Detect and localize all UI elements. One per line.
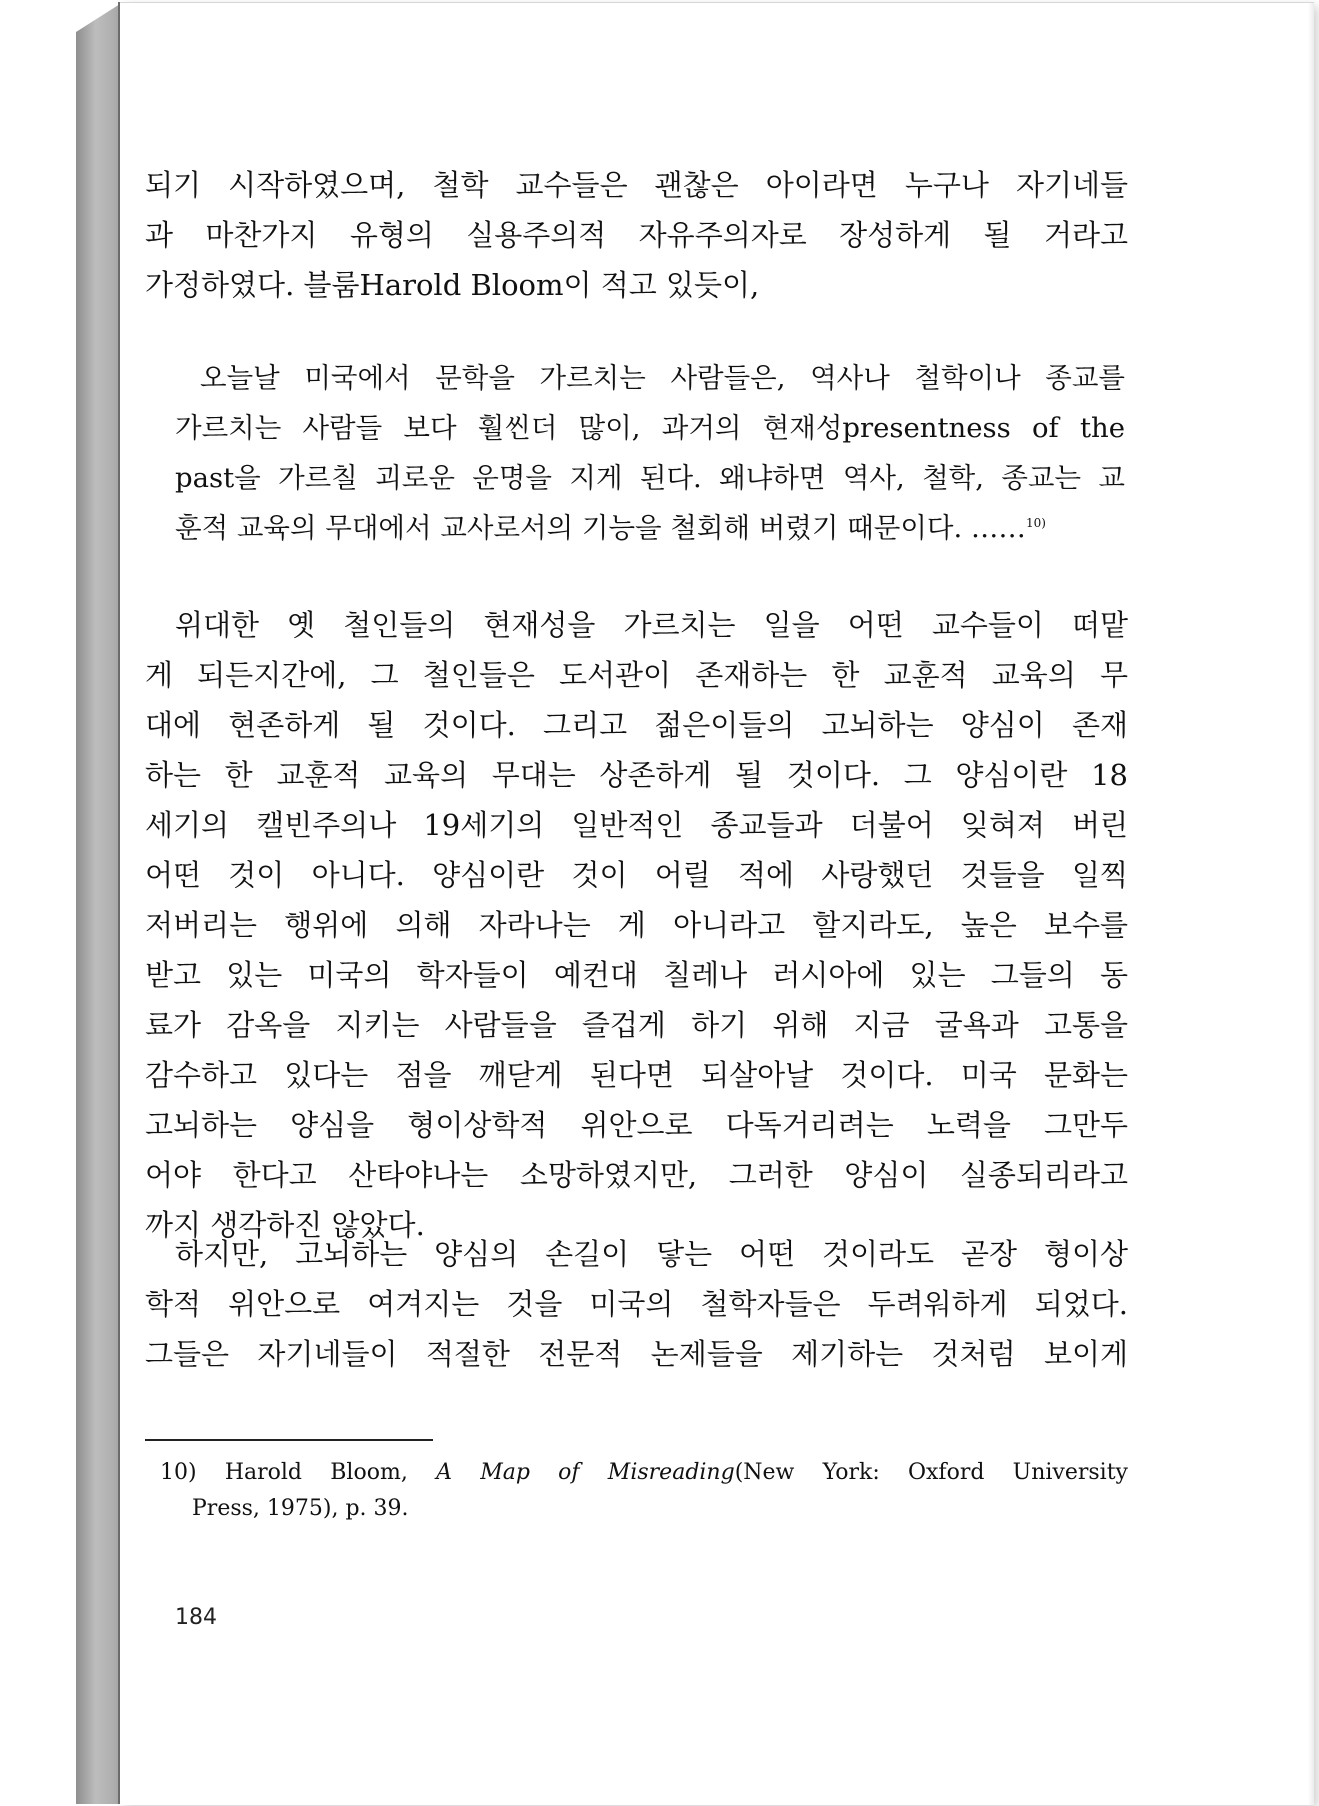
- text-line: 학적 위안으로 여겨지는 것을 미국의 철학자들은 두려워하게 되었다.: [145, 1287, 1128, 1321]
- text-line: 세기의 캘빈주의나 19세기의 일반적인 종교들과 더불어 잊혀져 버린: [145, 808, 1128, 842]
- footnote-title: A Map of Misreading: [436, 1460, 735, 1485]
- paragraph-intro: [145, 160, 1128, 310]
- text-line: 그들은 자기네들이 적절한 전문적 논제들을 제기하는 것처럼 보이게: [145, 1337, 1128, 1371]
- paragraph-main: [145, 600, 1128, 1250]
- page-number: 184: [175, 1605, 217, 1630]
- footnote-line: [160, 1455, 1128, 1491]
- footnote-line: [160, 1491, 1128, 1527]
- text-line: 어떤 것이 아니다. 양심이란 것이 어릴 적에 사랑했던 것들을 일찍: [145, 858, 1128, 892]
- text-line: 어야 한다고 산타야나는 소망하였지만, 그러한 양심이 실종되리라고: [145, 1158, 1128, 1192]
- footnote-reference[interactable]: 10): [1025, 515, 1046, 530]
- footnote-marker: 10): [160, 1460, 197, 1485]
- text-line-content: 하지만, 고뇌하는 양심의 손길이 닿는 어떤 것이라도 곧장 형이상: [175, 1237, 1128, 1271]
- quote-line-text: 훈적 교육의 무대에서 교사로서의 기능을 철회해 버렸기 때문이다. ……: [175, 512, 1026, 544]
- page-edge-shadow: [1308, 3, 1314, 1805]
- text-line: 까지 생각하진 않았다.: [145, 1208, 425, 1242]
- text-line: 저버리는 행위에 의해 자라나는 게 아니라고 할지라도, 높은 보수를: [145, 908, 1128, 942]
- quote-line: [175, 503, 1125, 553]
- paragraph-final: [145, 1229, 1128, 1379]
- text-line: [145, 600, 1128, 650]
- quote-line: 가르치는 사람들 보다 훨씬더 많이, 과거의 현재성presentness of the: [175, 412, 1125, 444]
- text-line: 되기 시작하였으며, 철학 교수들은 괜찮은 아이라면 누구나 자기네들: [145, 168, 1128, 202]
- footnote-rule: [145, 1439, 433, 1441]
- text-line: 가정하였다. 블룸Harold Bloom이 적고 있듯이,: [145, 268, 760, 302]
- text-line: 감수하고 있다는 점을 깨닫게 된다면 되살아날 것이다. 미국 문화는: [145, 1058, 1128, 1092]
- footnote: [160, 1455, 1128, 1527]
- footnote-publication-cont: Press, 1975), p. 39.: [192, 1496, 409, 1521]
- text-line: 과 마찬가지 유형의 실용주의적 자유주의자로 장성하게 될 거라고: [145, 218, 1128, 252]
- quote-line: [175, 353, 1125, 403]
- quote-line-text: 오늘날 미국에서 문학을 가르치는 사람들은, 역사나 철학이나 종교를: [200, 362, 1125, 394]
- quote-line: past을 가르칠 괴로운 운명을 지게 된다. 왜냐하면 역사, 철학, 종교는 교: [175, 462, 1125, 494]
- footnote-publication: (New York: Oxford University: [734, 1460, 1128, 1485]
- text-line: 대에 현존하게 될 것이다. 그리고 젊은이들의 고뇌하는 양심이 존재: [145, 708, 1128, 742]
- text-line: 료가 감옥을 지키는 사람들을 즐겁게 하기 위해 지금 굴욕과 고통을: [145, 1008, 1128, 1042]
- text-line: 받고 있는 미국의 학자들이 예컨대 칠레나 러시아에 있는 그들의 동: [145, 958, 1128, 992]
- book-spine: [76, 4, 120, 1804]
- text-line: [145, 1229, 1128, 1279]
- text-line: 고뇌하는 양심을 형이상학적 위안으로 다독거리려는 노력을 그만두: [145, 1108, 1128, 1142]
- text-line-content: 위대한 옛 철인들의 현재성을 가르치는 일을 어떤 교수들이 떠맡: [175, 608, 1128, 642]
- text-line: 게 되든지간에, 그 철인들은 도서관이 존재하는 한 교훈적 교육의 무: [145, 658, 1128, 692]
- footnote-author: Harold Bloom,: [224, 1460, 408, 1485]
- text-line: 하는 한 교훈적 교육의 무대는 상존하게 될 것이다. 그 양심이란 18: [145, 758, 1128, 792]
- block-quote: [175, 353, 1125, 553]
